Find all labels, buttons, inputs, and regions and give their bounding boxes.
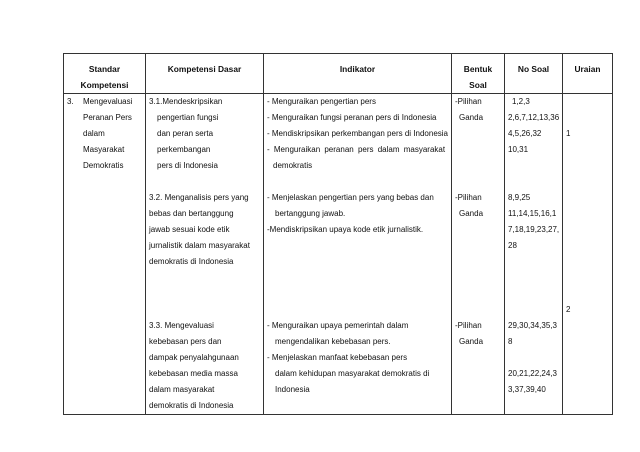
kd3-line: demokratis di Indonesia: [149, 401, 234, 410]
header-indikator: Indikator: [264, 54, 452, 94]
kd1-uraian-value: 1: [566, 129, 571, 138]
kd2-indikator-line: bertanggung jawab.: [275, 209, 346, 218]
header-no-soal: No Soal: [505, 54, 563, 94]
standar-cell: [64, 94, 146, 415]
kd3-no-soal-line: 8: [508, 337, 513, 346]
kd3-indikator-line: - Menjelaskan manfaat kebebasan pers: [267, 353, 408, 362]
header-uraian: Uraian: [563, 54, 613, 94]
header-standar-kompetensi: Standar Kompetensi: [64, 54, 146, 94]
header-bentuk-soal: [452, 54, 505, 94]
kd1-no-soal-line: 4,5,26,32: [508, 129, 542, 138]
kd3-no-soal-line: 3,37,39,40: [508, 385, 546, 394]
kd3-indikator-line: - Menguraikan upaya pemerintah dalam: [267, 321, 409, 330]
kd1-indikator-line: demokratis: [273, 161, 313, 170]
kd2-no-soal-line: 8,9,25: [508, 193, 531, 202]
kd3-uraian-value: 2: [566, 305, 571, 314]
kd2-bentuk-line: -Pilihan: [455, 193, 482, 202]
kd2-line: 3.2. Menganalisis pers yang: [149, 193, 249, 202]
kd2-indikator-line: -Mendiskripsikan upaya kode etik jurnalistik.: [267, 225, 424, 234]
uraian-cell: [563, 94, 613, 415]
kd3-indikator-line: Indonesia: [275, 385, 310, 394]
kd3-line: dalam masyarakat: [149, 385, 215, 394]
kd3-indikator-line: dalam kehidupan masyarakat demokratis di: [275, 369, 430, 378]
kd1-no-soal-line: 10,31: [508, 145, 529, 154]
kd2-indikator-line: - Menjelaskan pengertian pers yang bebas dan: [267, 193, 434, 202]
header-bentuk-line2: Soal: [469, 80, 487, 90]
standar-line: dalam: [83, 129, 105, 138]
standar-line: Masyarakat: [83, 145, 125, 154]
kd1-line: perkembangan: [157, 145, 211, 154]
kd2-no-soal-line: 11,14,15,16,1: [508, 209, 557, 218]
kisi-kisi-table: [63, 53, 613, 415]
bentuk-soal-cell: [452, 94, 505, 415]
no-soal-cell: [505, 94, 563, 415]
kd3-no-soal-line: 20,21,22,24,3: [508, 369, 557, 378]
kd1-line: dan peran serta: [157, 129, 214, 138]
standar-line: Mengevaluasi: [83, 97, 133, 106]
standar-number: 3.: [67, 97, 74, 106]
kd2-line: demokratis di Indonesia: [149, 257, 234, 266]
kd1-indikator-line: - Menguraikan pengertian pers: [267, 97, 376, 106]
kd2-bentuk-line: Ganda: [459, 209, 484, 218]
kompetensi-dasar-cell: [146, 94, 264, 415]
table-row: [64, 94, 613, 415]
kd2-line: bebas dan bertanggung: [149, 209, 234, 218]
kd1-bentuk-line: Ganda: [459, 113, 484, 122]
kd1-indikator-line: - Menguraikan peranan pers dalam masyarakat: [267, 145, 446, 154]
header-kompetensi-dasar: Kompetensi Dasar: [146, 54, 264, 94]
header-bentuk-line1: Bentuk: [463, 64, 493, 74]
kd3-bentuk-line: Ganda: [459, 337, 484, 346]
kd2-line: jurnalistik dalam masyarakat: [149, 241, 250, 250]
indikator-cell: [264, 94, 452, 415]
kd1-line: pers di Indonesia: [157, 161, 218, 170]
kd3-no-soal-line: 29,30,34,35,3: [508, 321, 557, 330]
kd2-no-soal-line: 28: [508, 241, 517, 250]
kd1-indikator-line: - Mendiskripsikan perkembangan pers di Indonesia: [267, 129, 448, 138]
kd1-line: pengertian fungsi: [157, 113, 219, 122]
kd1-no-soal-line: 2,6,7,12,13,36: [508, 113, 560, 122]
kd2-line: jawab sesuai kode etik: [149, 225, 230, 234]
kd1-bentuk-line: -Pilihan: [455, 97, 482, 106]
kd3-indikator-line: mengendalikan kebebasan pers.: [275, 337, 391, 346]
kd3-line: kebebasan media massa: [149, 369, 238, 378]
kd3-line: kebebasan pers dan: [149, 337, 222, 346]
kd3-bentuk-line: -Pilihan: [455, 321, 482, 330]
standar-line: Demokratis: [83, 161, 124, 170]
kd1-no-soal-line: 1,2,3: [512, 97, 530, 106]
standar-line: Peranan Pers: [83, 113, 132, 122]
kd1-indikator-line: - Menguraikan fungsi peranan pers di Indonesia: [267, 113, 437, 122]
kd2-no-soal-line: 7,18,19,23,27,: [508, 225, 560, 234]
kd3-line: dampak penyalahgunaan: [149, 353, 239, 362]
header-row: [64, 54, 613, 94]
kd1-line: 3.1.Mendeskripsikan: [149, 97, 223, 106]
kd3-line: 3.3. Mengevaluasi: [149, 321, 214, 330]
